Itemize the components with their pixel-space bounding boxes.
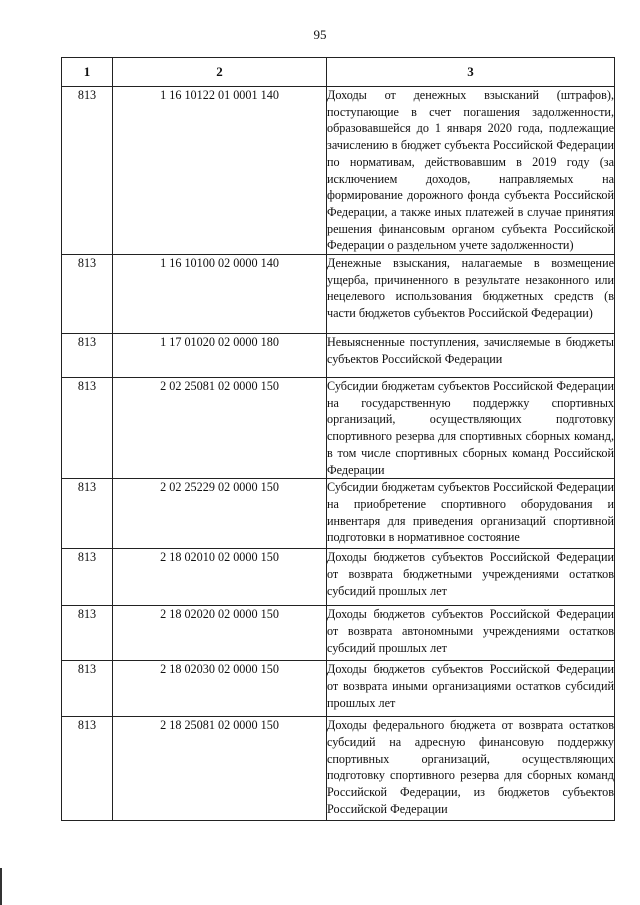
table-row [62,549,615,606]
description-cell: Денежные взыскания, налагаемые в возмещение ущерба, причиненного в результате незаконного или нецелевого использования бюджетных средств (в части бюджетов субъектов Российской Федерации) [327,255,615,334]
admin-code-cell: 813 [62,87,113,255]
budget-code-cell: 2 18 25081 02 0000 150 [113,717,327,821]
description-cell: Доходы бюджетов субъектов Российской Федерации от возврата автономными учреждениями остатков субсидий прошлых лет [327,606,615,661]
table-row [62,717,615,821]
budget-codes-table [61,57,615,821]
description-cell: Невыясненные поступления, зачисляемые в бюджеты субъектов Российской Федерации [327,334,615,378]
table-row [62,378,615,479]
scan-edge-mark [0,868,2,905]
budget-code-cell: 2 18 02010 02 0000 150 [113,549,327,606]
budget-code-cell: 1 16 10100 02 0000 140 [113,255,327,334]
description-cell: Доходы от денежных взысканий (штрафов), поступающие в счет погашения задолженности, образовавшейся до 1 января 2020 года, подлежащие зачислению в бюджет субъекта Российской Федерации по нормативам, действовавшим в 2019 году (за исключением доходов, направляемых на формирование дорожного фонда субъекта Российской Федерации, а также иных платежей в случае принятия решения финансовым органом субъекта Российской Федерации о раздельном учете задолженности) [327,87,615,255]
description-cell: Доходы федерального бюджета от возврата остатков субсидий на адресную финансовую поддержку спортивных организаций, осуществляющих подготовку спортивного резерва для сборных команд Российской Федерации, из бюджетов субъектов Российской Федерации [327,717,615,821]
table-header-row [62,58,615,87]
column-header-1: 1 [62,58,113,87]
admin-code-cell: 813 [62,606,113,661]
page-number: 95 [313,27,327,42]
table-row [62,334,615,378]
column-header-2: 2 [113,58,327,87]
admin-code-cell: 813 [62,717,113,821]
admin-code-cell: 813 [62,549,113,606]
admin-code-cell: 813 [62,255,113,334]
budget-code-cell: 1 17 01020 02 0000 180 [113,334,327,378]
budget-code-cell: 2 02 25229 02 0000 150 [113,479,327,549]
description-cell: Доходы бюджетов субъектов Российской Федерации от возврата иными организациями остатков субсидий прошлых лет [327,661,615,717]
table-row [62,606,615,661]
description-cell: Доходы бюджетов субъектов Российской Федерации от возврата бюджетными учреждениями остатков субсидий прошлых лет [327,549,615,606]
budget-code-cell: 2 18 02030 02 0000 150 [113,661,327,717]
admin-code-cell: 813 [62,378,113,479]
table-row [62,479,615,549]
admin-code-cell: 813 [62,479,113,549]
table-row [62,87,615,255]
budget-code-cell: 2 02 25081 02 0000 150 [113,378,327,479]
table-row [62,255,615,334]
admin-code-cell: 813 [62,661,113,717]
budget-code-cell: 2 18 02020 02 0000 150 [113,606,327,661]
column-header-3: 3 [327,58,615,87]
description-cell: Субсидии бюджетам субъектов Российской Федерации на приобретение спортивного оборудования и инвентаря для приведения организаций спортивной подготовки в нормативное состояние [327,479,615,549]
budget-code-cell: 1 16 10122 01 0001 140 [113,87,327,255]
description-cell: Субсидии бюджетам субъектов Российской Федерации на государственную поддержку спортивных организаций, осуществляющих подготовку спортивного резерва для спортивных сборных команд, в том числе спортивных сборных команд Российской Федерации [327,378,615,479]
admin-code-cell: 813 [62,334,113,378]
table-row [62,661,615,717]
